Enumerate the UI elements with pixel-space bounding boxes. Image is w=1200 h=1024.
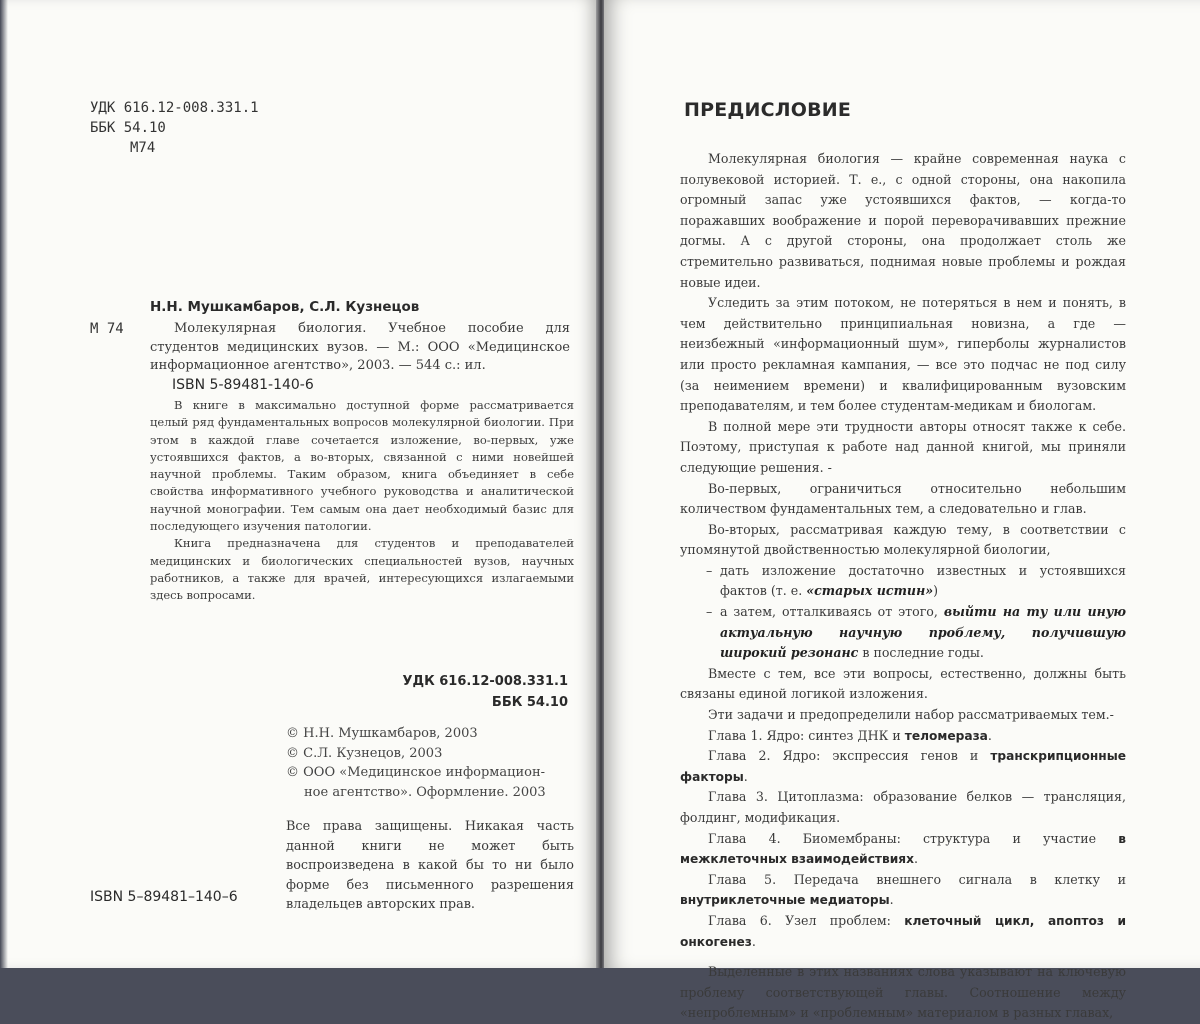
chapter-keyword: в межклеточных взаимодействиях xyxy=(680,831,1126,867)
abstract-paragraph: Книга предназначена для студентов и преподавателей медицинских и биологических специальностей вузов, научных работников, а также для врачей, интересующихся излагаемыми здесь вопросами. xyxy=(150,536,574,603)
bbk-code-bottom: ББК 54.10 xyxy=(491,695,568,710)
chapter-text: . xyxy=(987,727,992,743)
chapter-text: . xyxy=(913,851,918,867)
book-abstract xyxy=(150,397,574,605)
author-mark-side: М 74 xyxy=(90,321,124,337)
list-item-text: в последние годы. xyxy=(858,645,984,661)
left-page xyxy=(0,0,598,968)
chapter-line: Глава 3. Цитоплазма: образование белков — трансляция, фолдинг, модификация. xyxy=(680,789,1126,825)
isbn-bottom: ISBN 5–89481–140–6 xyxy=(90,889,238,905)
chapter-text: . xyxy=(889,892,894,908)
chapter-text: Глава 5. Передача внешнего сигнала в клетку и xyxy=(708,871,1126,887)
chapter-line xyxy=(680,829,1126,870)
classification-codes-top xyxy=(90,98,259,158)
bullet-dash: – xyxy=(706,604,713,620)
list-item-text: дать изложение достаточно известных и устоявшихся фактов (т. е. xyxy=(720,562,1126,599)
udk-code: УДК 616.12-008.331.1 xyxy=(90,100,259,116)
chapter-line xyxy=(680,870,1126,911)
preface-paragraph: В полной мере эти трудности авторы относят также к себе. Поэтому, приступая к работе над данной книгой, мы приняли следующие решения. - xyxy=(680,418,1126,475)
copyright-line: © С.Л. Кузнецов, 2003 xyxy=(286,745,443,761)
list-item xyxy=(680,602,1126,664)
preface-paragraph: Молекулярная биология — крайне современная наука с полувековой историей. Т. е., с одной стороны, она накопила огромный запас уже устоявшихся фактов, — когда-то поражавших воображение и порой переворачивавших прежние догмы. А с другой стороны, она продолжает столь же стремительно развиваться, поднимая новые проблемы и рождая новые идеи. xyxy=(680,151,1126,290)
list-item-text: ) xyxy=(933,583,939,599)
highlighted-phrase: выйти на ту или иную актуальную научную проблему, получившую широкий резонанс xyxy=(720,604,1126,661)
chapter-text: Глава 1. Ядро: синтез ДНК и xyxy=(708,727,905,743)
copyright-line: ное агентство». Оформление. 2003 xyxy=(304,784,546,800)
chapter-keyword: клеточный цикл, апоптоз и онкогенез xyxy=(680,913,1126,949)
highlighted-phrase: «старых истин» xyxy=(806,583,934,599)
abstract-paragraph: В книге в максимально доступной форме рассматривается целый ряд фундаментальных вопросов молекулярной биологии. При этом в каждой главе сочетается изложение, во-первых, уже устоявшихся фактов, а во-вторых, связанной с ними новейшей научной проблемы. Таким образом, книга объединяет в себе свойства информативного учебного руководства и аналитической научной монографии. Тем самым она дает необходимый базис для последующего изучения патологии. xyxy=(150,398,574,534)
rights-notice: Все права защищены. Никакая часть данной книги не может быть воспроизведена в какой бы то ни было форме без письменного разрешения владельцев авторских прав. xyxy=(286,819,574,912)
preface-paragraph: Вместе с тем, все эти вопросы, естественно, должны быть связаны единой логикой изложения. xyxy=(680,665,1126,702)
copyright-line: © Н.Н. Мушкамбаров, 2003 xyxy=(286,726,478,741)
list-item-text: а затем, отталкиваясь от этого, xyxy=(720,604,944,620)
list-item xyxy=(680,561,1126,602)
preface-title: ПРЕДИСЛОВИЕ xyxy=(684,99,852,121)
chapter-keyword: теломераза xyxy=(904,728,988,743)
book-authors: Н.Н. Мушкамбаров, С.Л. Кузнецов xyxy=(150,299,420,315)
chapter-text: . xyxy=(751,933,756,949)
chapter-text: . xyxy=(743,768,748,784)
chapter-text: Глава 2. Ядро: экспрессия генов и xyxy=(708,748,991,764)
author-mark-code: М74 xyxy=(130,140,156,156)
chapter-text: Глава 6. Узел проблем: xyxy=(708,912,905,928)
decisions-list xyxy=(680,561,1126,664)
preface-paragraph: Во-вторых, рассматривая каждую тему, в соответствии с упомянутой двойственностью молекулярной биологии, xyxy=(680,521,1126,558)
preface-body xyxy=(680,149,1126,1024)
chapter-keyword: внутриклеточные медиаторы xyxy=(680,893,890,908)
preface-paragraph: Эти задачи и предопределили набор рассматриваемых тем.- xyxy=(708,707,1114,723)
chapter-keyword: транскрипционные факторы xyxy=(680,749,1126,784)
bibliographic-entry: Молекулярная биология. Учебное пособие для студентов медицинских вузов. — М.: ООО «Медицинское информационное агентство», 2003. — 544 с.: ил. xyxy=(150,321,570,373)
bbk-code: ББК 54.10 xyxy=(90,120,166,136)
page-edge-left xyxy=(0,0,8,968)
chapter-line xyxy=(680,746,1126,787)
bullet-dash: – xyxy=(706,562,713,578)
udk-code-bottom: УДК 616.12-008.331.1 xyxy=(402,674,568,689)
chapter-line xyxy=(680,911,1126,952)
right-page xyxy=(604,0,1200,1021)
isbn-main: ISBN 5-89481-140-6 xyxy=(172,377,314,393)
classification-codes-bottom xyxy=(402,671,568,713)
copyright-block xyxy=(286,724,576,802)
chapter-line xyxy=(680,726,1126,747)
preface-paragraph: Выделенные в этих названиях слова указывают на ключевую проблему соответствующей главы. Соотношение между «непроблемным» и «проблемным» материалом в разных главах, xyxy=(680,964,1126,1021)
chapter-text: Глава 4. Биомембраны: структура и участие xyxy=(708,830,1119,846)
copyright-line: © ООО «Медицинское информацион- xyxy=(286,765,546,781)
preface-paragraph: Во-первых, ограничиться относительно небольшим количеством фундаментальных тем, а следовательно и глав. xyxy=(680,480,1126,517)
preface-paragraph: Уследить за этим потоком, не потеряться в нем и понять, в чем действительно принципиальная новизна, а где — неизбежный «информационный шум», гиперболы журналистов или просто рекламная кампания, — все это подчас не под силу (за неимением времени) и квалифицированным вузовским преподавателям, и тем более студентам-медикам и биологам. xyxy=(680,295,1126,414)
